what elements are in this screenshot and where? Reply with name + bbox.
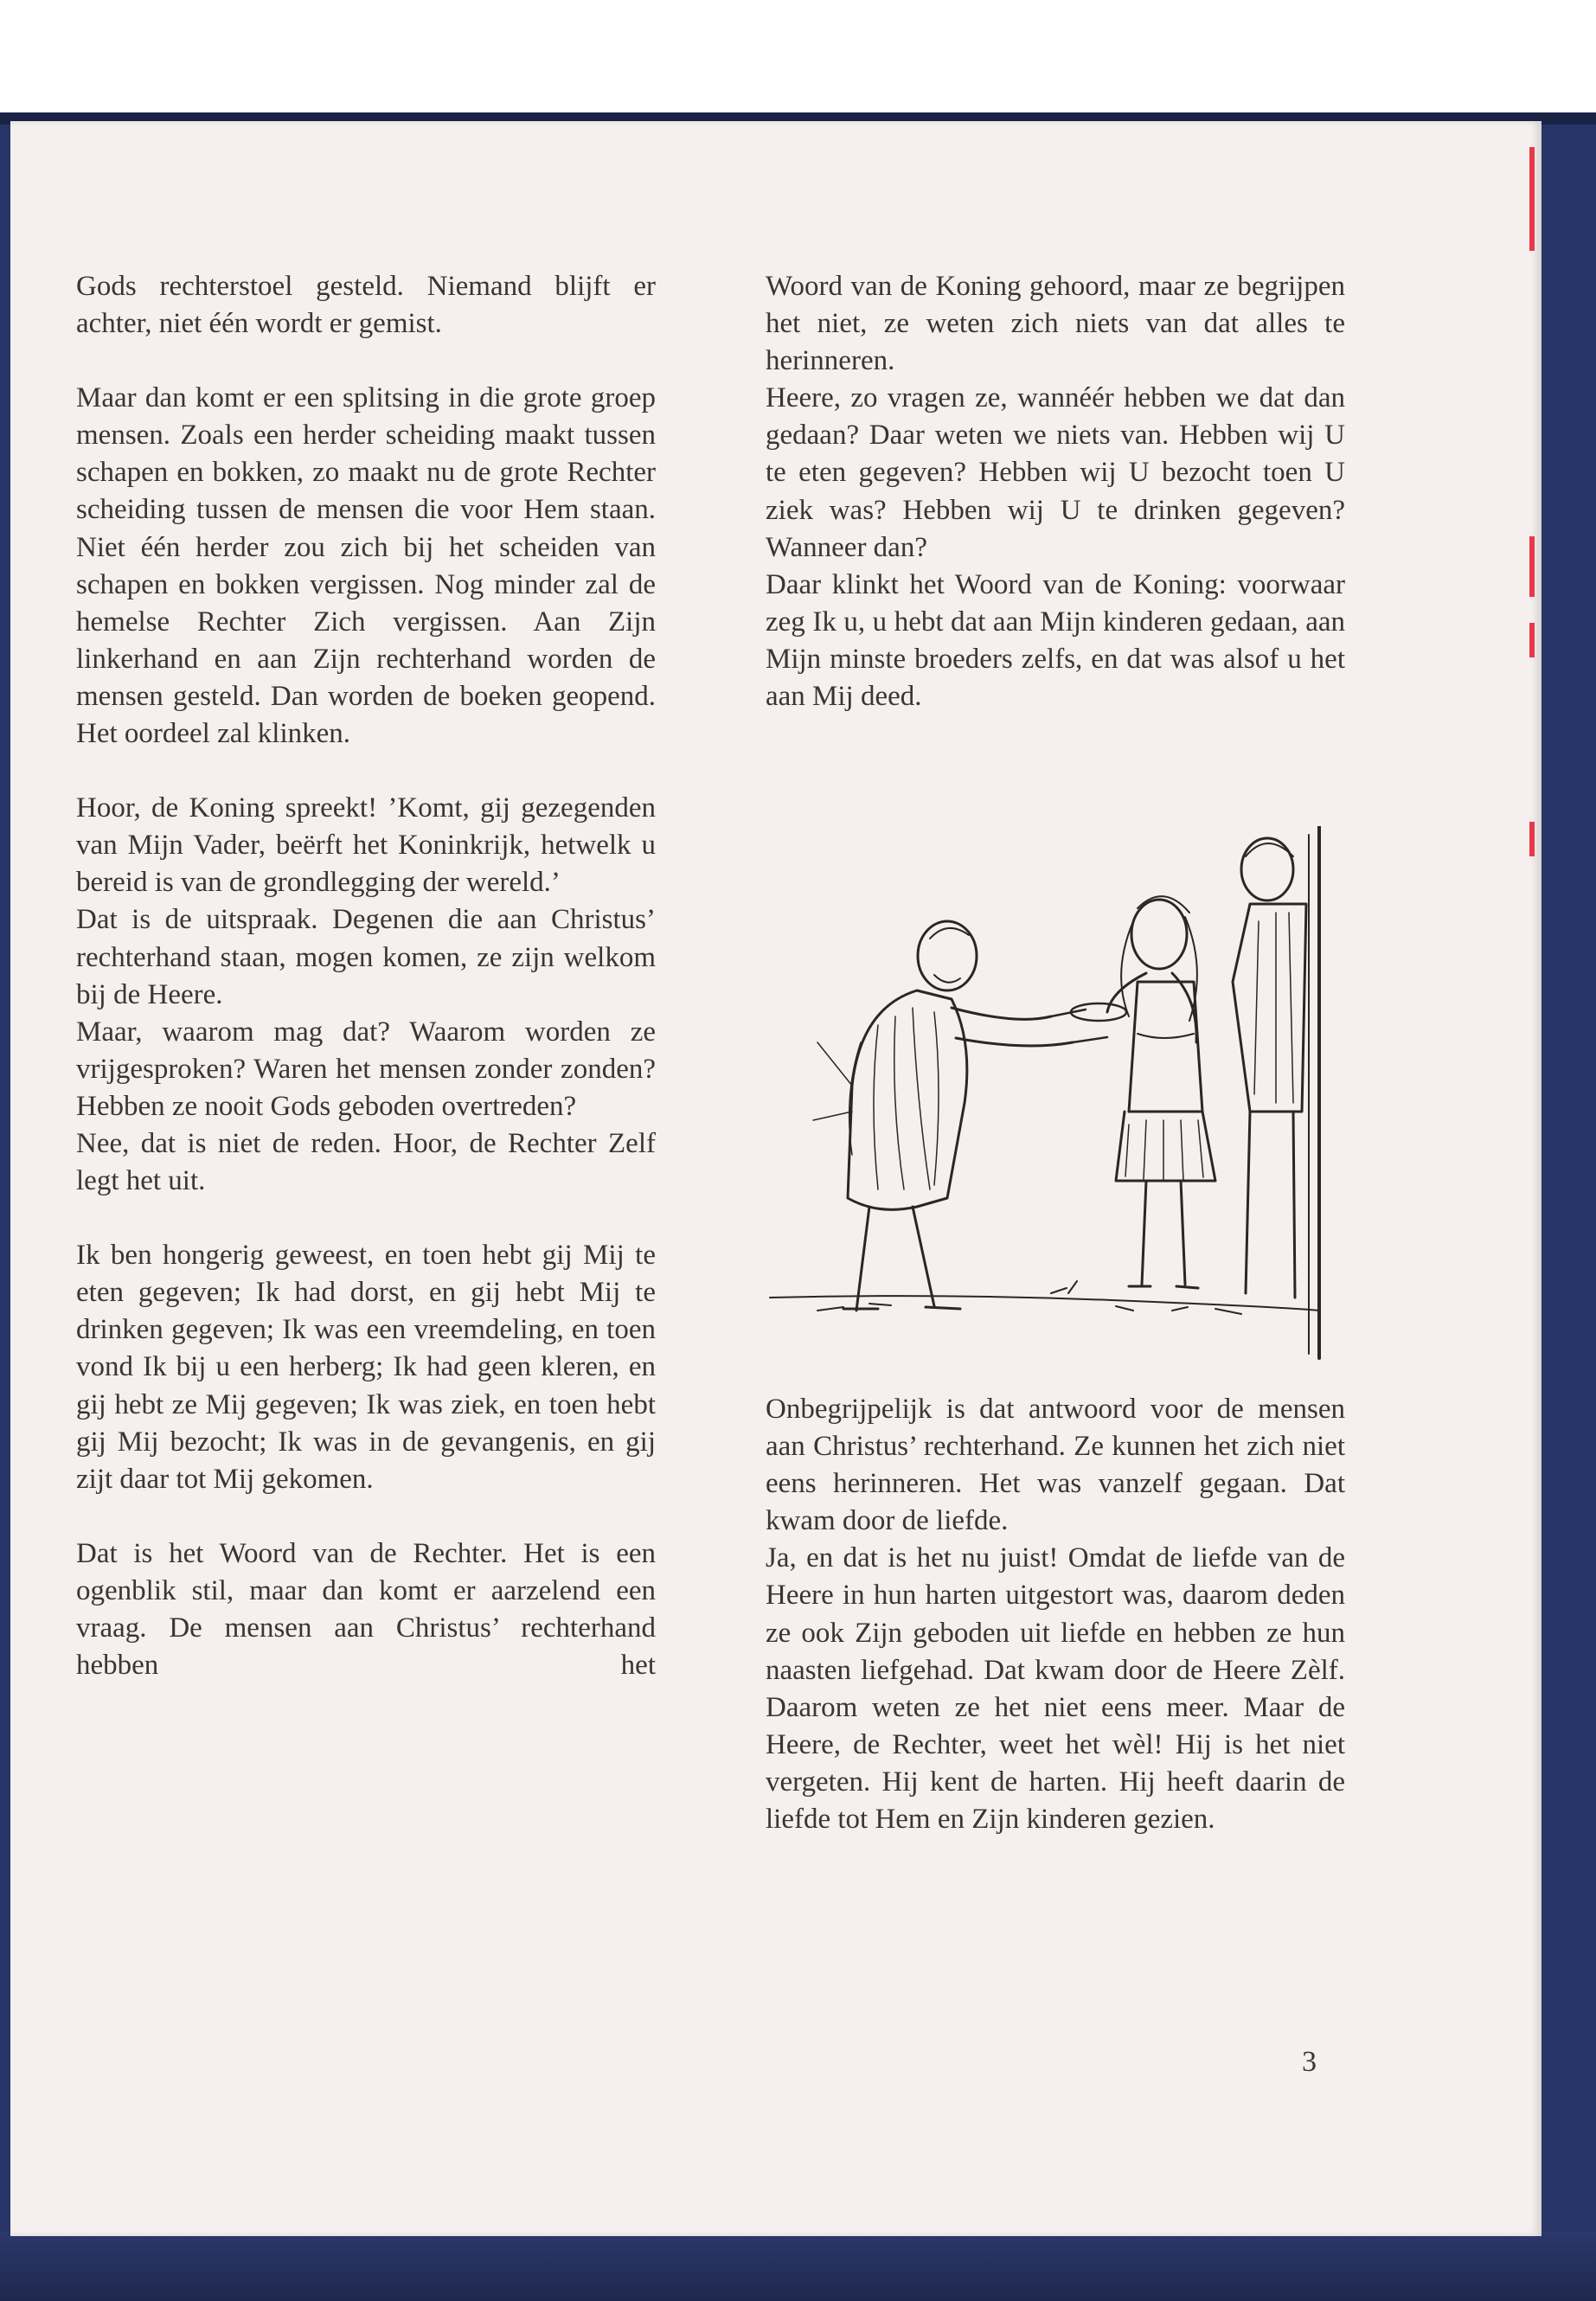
bookmark-ribbon	[1529, 147, 1535, 251]
paragraph: Daar klinkt het Woord van de Koning: voorwaar zeg Ik u, u hebt dat aan Mijn kinderen gedaan, aan Mijn minste broeders zelfs, en dat was alsof u het aan Mij deed.	[766, 568, 1345, 713]
paragraph: Nee, dat is niet de reden. Hoor, de Rechter Zelf legt het uit.	[76, 1127, 656, 1197]
paragraph: Gods rechterstoel gesteld. Niemand blijft er achter, niet één wordt er gemist.	[76, 271, 656, 340]
left-text-column	[76, 268, 656, 1684]
right-text-column-top	[766, 268, 1345, 715]
right-text-column-bottom	[766, 1391, 1345, 1838]
paragraph: Woord van de Koning gehoord, maar ze begrijpen het niet, ze weten zich niets van dat alles te herinneren.	[766, 271, 1345, 377]
paragraph: Dat is het Woord van de Rechter. Het is een ogenblik stil, maar dan komt er aarzelend een vraag. De mensen aan Christus’ rechterhand hebben het	[76, 1537, 656, 1682]
bookmark-ribbon	[1529, 536, 1535, 597]
cover-bottom-edge	[0, 2232, 1596, 2301]
illustration-beggar-and-children	[766, 826, 1324, 1367]
paragraph: Ik ben hongerig geweest, en toen hebt gij Mij te eten gegeven; Ik had dorst, en gij hebt Mij te drinken gegeven; Ik was een vreemdeling, en toen vond Ik bij u een herberg; Ik had geen kleren, en gij hebt ze Mij gegeven; Ik was ziek, en toen hebt gij Mij bezocht; Ik was in de gevangenis, en gij zijt daar tot Mij gekomen.	[76, 1240, 656, 1495]
paragraph: Dat is de uitspraak. Degenen die aan Christus’ rechterhand staan, mogen komen, ze zijn welkom bij de Heere.	[76, 904, 656, 1010]
paragraph: Heere, zo vragen ze, wannéér hebben we dat dan gedaan? Daar weten we niets van. Hebben wij U te eten gegeven? Hebben wij U bezocht toen U ziek was? Hebben wij U te drinken gegeven? Wanneer dan?	[766, 382, 1345, 563]
paragraph: Hoor, de Koning spreekt! ’Komt, gij gezegenden van Mijn Vader, beërft het Koninkrijk, hetwelk u bereid is van de grondlegging der wereld.’	[76, 792, 656, 899]
bookmark-ribbon	[1529, 822, 1535, 856]
page-number: 3	[1302, 2046, 1317, 2078]
paragraph: Maar, waarom mag dat? Waarom worden ze vrijgesproken? Waren het mensen zonder zonden? Hebben ze nooit Gods geboden overtreden?	[76, 1016, 656, 1122]
paragraph: Maar dan komt er een splitsing in die grote groep mensen. Zoals een herder scheiding maakt tussen schapen en bokken, zo maakt nu de grote Rechter scheiding tussen de mensen die voor Hem staan. Niet één herder zou zich bij het scheiden van schapen en bokken vergissen. Nog minder zal de hemelse Rechter Zich vergissen. Aan Zijn linkerhand en aan Zijn rechterhand worden de mensen gesteld. Dan worden de boeken geopend. Het oordeel zal klinken.	[76, 382, 656, 750]
bookmark-ribbon	[1529, 623, 1535, 657]
paragraph: Ja, en dat is het nu juist! Omdat de liefde van de Heere in hun harten uitgestort was, daarom deden ze ook Zijn geboden uit liefde en hebben ze hun naasten liefgehad. Dat kwam door de Heere Zèlf. Daarom weten ze het niet eens meer. Maar de Heere, de Rechter, weet het wèl! Hij is het niet vergeten. Hij kent de harten. Hij heeft daarin de liefde tot Hem en Zijn kinderen gezien.	[766, 1542, 1345, 1836]
paragraph: Onbegrijpelijk is dat antwoord voor de mensen aan Christus’ rechterhand. Ze kunnen het zich niet eens herinneren. Het was vanzelf gegaan. Dat kwam door de liefde.	[766, 1394, 1345, 1537]
